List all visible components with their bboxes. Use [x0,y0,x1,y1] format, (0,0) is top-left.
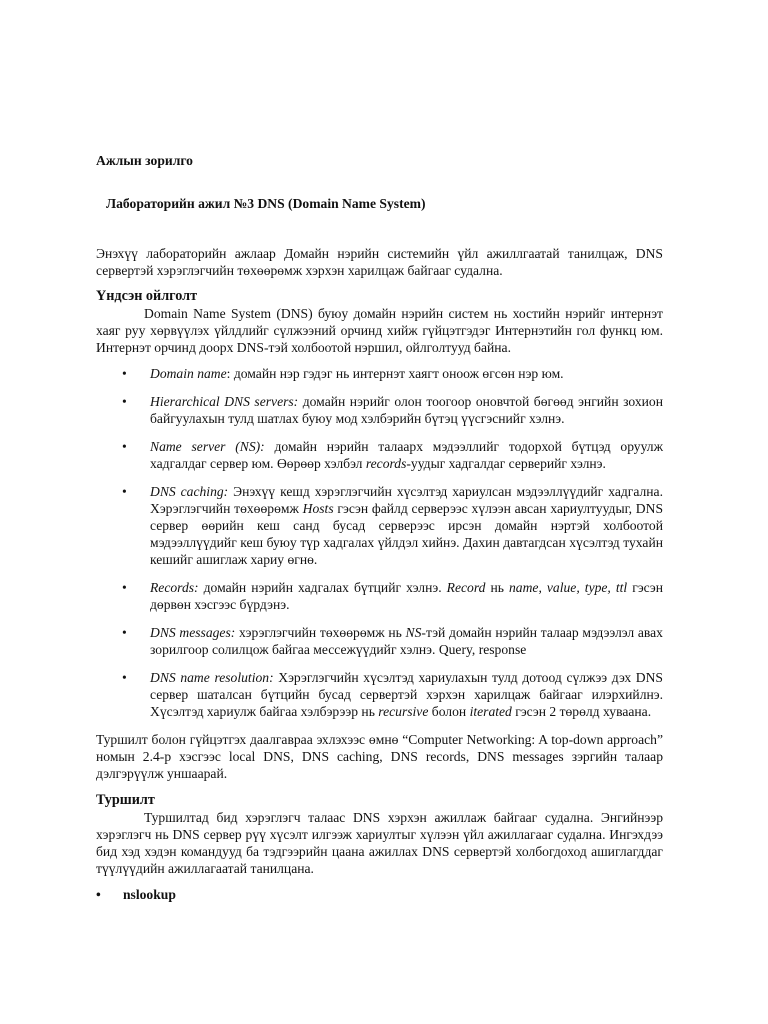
lab-title: Лабораторийн ажил №3 DNS (Domain Name System) [106,196,426,211]
definition-term: Domain name [150,366,227,381]
experiment-paragraph: Туршилтад бид хэрэглэгч талаас DNS хэрхэн ажиллаж байгааг судална. Энгийнээр хэрэглэгч нь DNS сервер рүү хүсэлт илгээж хариултыг хүлээн үйл ажиллагааг судална. Ингэхдээ бид хэд хэдэн командууд ба тэдгээрийн цаана ажиллах DNS сервертэй холбогдоход ашиглагддаг түүлүүдийн ажиллагаатай танилцана. [96,810,663,876]
definition-list [96,365,663,720]
experiment-heading: Туршилт [96,792,155,808]
definition-term: Records: [150,580,199,595]
bullet: • [122,670,127,685]
emphasis: records [365,456,407,471]
definition-text: болон [428,704,470,719]
definition-item [96,483,663,568]
definition-text: домайн нэрийг олон тоогоор оновчтой бөгөөд энгийн зохион байгуулахын тулд шатлах буюу мод хэлбэрийн бүтэц үүсгэснийг хэлнэ. [150,394,664,426]
emphasis: Hosts [302,501,334,516]
section-heading: Ажлын зорилго [96,153,193,168]
definition-term: Name server (NS): [150,439,265,454]
definition-text: хэрэглэгчийн төхөөрөмж нь [235,625,406,640]
definition-item [96,365,663,382]
definition-text: нь [485,580,509,595]
definition-text: : домайн нэр гэдэг нь интернэт хаягт оноож өгсөн нэр юм. [226,366,564,381]
definition-item [96,624,663,658]
definition-item [96,669,663,720]
definition-text: Энэхүү кешд хэрэглэгчийн хүсэлтэд хариулсан мэдээллүүдийг хадгална. Хэрэглэгчийн төхөөрөмж [150,484,663,516]
definition-text: домайн нэрийн хадгалах бүтцийг хэлнэ. [198,580,447,595]
definition-term: DNS caching: [150,484,229,499]
bullet: • [122,366,127,381]
bullet: • [122,394,127,409]
definition-item [96,393,663,427]
emphasis: NS [405,625,422,640]
concepts-heading: Үндсэн ойлголт [96,288,198,304]
definition-term: DNS messages: [150,625,236,640]
concepts-paragraph: Domain Name System (DNS) буюу домайн нэрийн систем нь хостийн нэрийг интернэт хаяг руу хөрвүүлэх үйлдлийг сүлжээний орчинд хийж гүйцэтгэдэг Интернэтийн гол функц юм. Интернэт орчинд доорх DNS-тэй холбоотой нэршил, ойлголтууд байна. [96,306,663,355]
definition-term: Hierarchical DNS servers: [150,394,299,409]
definition-text: домайн нэрийн талаарх мэдээллийг тодорхой бүтцэд оруулж хадгалдаг сервер юм. Өөрөөр хэлбэл [150,439,663,471]
definition-item [96,438,663,472]
tool-name: nslookup [123,887,176,902]
tool-item [96,886,663,903]
emphasis: Record [446,580,486,595]
bullet: • [96,887,101,902]
definition-text: гэсэн дөрвөн хэсгээс бүрдэнэ. [150,580,663,612]
definition-text: гэсэн 2 төрөлд хуваана. [511,704,652,719]
definition-text: -тэй домайн нэрийн талаар мэдээлэл авах зорилгоор солилцож байгаа мессежүүдийг хэлнэ. Query, response [150,625,663,657]
intro-paragraph: Энэхүү лабораторийн ажлаар Домайн нэрийн системийн үйл ажиллгаатай танилцаж, DNS сервертэй хэрэглэгчийн төхөөрөмж хэрхэн харилцаж байгааг судална. [96,246,663,278]
bullet: • [122,580,127,595]
definition-text: гэсэн файлд серверээс хүлээн авсан хариултуудыг, DNS сервер өөрийн кеш санд бусад серверээс ирсэн домайн нэртэй холбоотой мэдээллүүдийг кеш буюу түр хадгалах үйлдэл хийнэ. Дахин давтагдсан хүсэлтэд тухайн кешийг ашиглаж хариу өгнө. [150,501,664,567]
emphasis: recursive [378,704,429,719]
definition-text: Хэрэглэгчийн хүсэлтэд хариулахын тулд дотоод сүлжээ дэх DNS сервер шаталсан бүтцийн бусад сервертэй хэрхэн харилцаж байгааг илэрхийлнэ. Хүсэлтэд хариулж байгаа хэлбэрээр нь [150,670,663,719]
definition-item [96,579,663,613]
definition-text: -уудыг хадгалдаг серверийг хэлнэ. [406,456,606,471]
bullet: • [122,439,127,454]
bullet: • [122,625,127,640]
emphasis: name, value, type, ttl [509,580,628,595]
emphasis: iterated [469,704,512,719]
reading-instruction: Туршилт болон гүйцэтгэх даалгавраа эхлэхээс өмнө “Computer Networking: A top-down approach” номын 2.4-р хэсгээс local DNS, DNS caching, DNS records, DNS messages зэргийн талаар дэлгэрүүлж уншаарай. [96,732,663,781]
document-page [96,152,663,903]
definition-term: DNS name resolution: [150,670,274,685]
bullet: • [122,484,127,499]
